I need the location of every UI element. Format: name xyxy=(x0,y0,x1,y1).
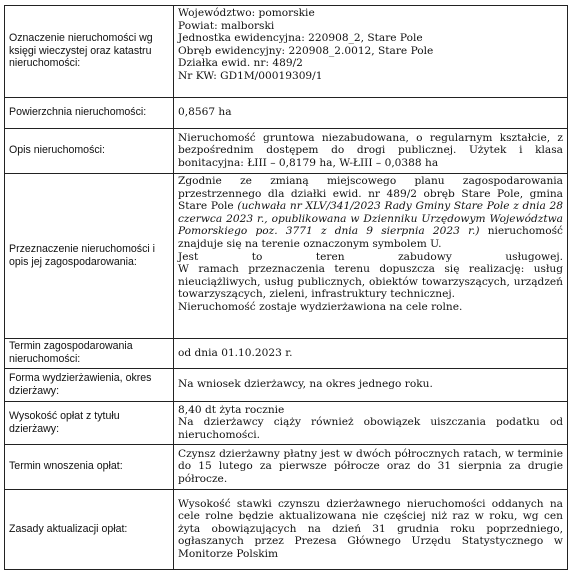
label-termin-oplat: Termin wnoszenia opłat: xyxy=(5,445,174,490)
value-termin-zagospodarowania: od dnia 01.10.2023 r. xyxy=(174,339,568,369)
row-zasady-aktualizacji xyxy=(5,490,568,570)
value-termin-oplat: Czynsz dzierżawny płatny jest w dwóch półrocznych ratach, w terminie do 15 lutego za pierwsze półrocze oraz do 31 sierpnia za drugie półrocze. xyxy=(174,445,568,490)
label-oznaczenie: Oznaczenie nieruchomości wg księgi wieczystej oraz katastru nieruchomości: xyxy=(5,6,174,98)
przeznaczenie-text-a: Zgodnie ze zmianą miejscowego planu zagospodarowania przestrzennego dla działki ewid. nr 489/2 obręb Stare Pole, gmina Stare Pole xyxy=(178,175,563,213)
uchwala-reference: (uchwała nr XLV/341/2023 Rady Gminy Stare Pole z dnia 28 czerwca 2023 r., opublikowana w Dzienniku Urzędowym Województwa Pomorskiego poz. 3771 z dnia 9 sierpnia 2023 r.) xyxy=(178,200,563,238)
label-wysokosc-oplat: Wysokość opłat z tytułu dzierżawy: xyxy=(5,402,174,445)
przeznaczenie-teren: Jest to teren zabudowy usługowej. xyxy=(178,250,563,263)
obreb-line: Obręb ewidencyjny: 220908_2.0012, Stare Pole xyxy=(178,44,434,57)
row-opis xyxy=(5,129,568,174)
row-forma xyxy=(5,369,568,402)
value-wysokosc-oplat xyxy=(174,402,568,445)
przeznaczenie-text-b: nieruchomość znajduje się na terenie oznaczonym symbolem U. xyxy=(178,225,563,250)
row-termin-zagospodarowania xyxy=(5,339,568,369)
value-przeznaczenie xyxy=(174,174,568,339)
podatek-line: Na dzierżawcy ciąży również obowiązek uiszczania podatku od nieruchomości. xyxy=(178,416,563,441)
wojewodztwo-line: Województwo: pomorskie xyxy=(178,7,315,19)
row-przeznaczenie xyxy=(5,174,568,339)
przeznaczenie-cele-rolne: Nieruchomość zostaje wydzierżawiona na cele rolne. xyxy=(178,300,463,313)
row-termin-oplat xyxy=(5,445,568,490)
value-opis: Nieruchomość gruntowa niezabudowana, o regularnym kształcie, z bezpośrednim dostępem do drogi publicznej. Użytek i klasa bonitacyjna: ŁIII – 0,8179 ha, W-ŁIII – 0,0388 ha xyxy=(174,129,568,174)
row-powierzchnia xyxy=(5,98,568,129)
kw-line: Nr KW: GD1M/00019309/1 xyxy=(178,69,323,82)
row-oznaczenie xyxy=(5,6,568,98)
dzialka-line: Działka ewid. nr: 489/2 xyxy=(178,57,303,70)
powiat-line: Powiat: malborski xyxy=(178,19,275,32)
przeznaczenie-dopuszcza: W ramach przeznaczenia terenu dopuszcza się realizację: usług nieuciążliwych, usług publicznych, obiektów towarzyszących, urządzeń towarzyszących, zieleni, infrastruktury technicznej. xyxy=(178,263,563,301)
label-forma: Forma wydzierżawienia, okres dzierżawy: xyxy=(5,369,174,402)
label-zasady-aktualizacji: Zasady aktualizacji opłat: xyxy=(5,490,174,570)
label-powierzchnia: Powierzchnia nieruchomości: xyxy=(5,98,174,129)
jednostka-line: Jednostka ewidencyjna: 220908_2, Stare Pole xyxy=(178,32,423,45)
value-oznaczenie xyxy=(174,6,568,98)
label-przeznaczenie: Przeznaczenie nieruchomości i opis jej zagospodarowania: xyxy=(5,174,174,339)
value-powierzchnia: 0,8567 ha xyxy=(174,98,568,129)
value-forma: Na wniosek dzierżawcy, na okres jednego roku. xyxy=(174,369,568,402)
value-zasady-aktualizacji: Wysokość stawki czynszu dzierżawnego nieruchomości oddanych na cele rolne będzie aktualizowana nie częściej niż raz w roku, wg cen żyta obowiązujących na dzień 31 grudnia roku poprzedniego, ogłaszanych przez Prezesa Głównego Urzędu Statystycznego w Monitorze Polskim xyxy=(174,490,568,570)
stawka-line: 8,40 dt żyta rocznie xyxy=(178,403,285,416)
row-wysokosc-oplat xyxy=(5,402,568,445)
label-opis: Opis nieruchomości: xyxy=(5,129,174,174)
property-lease-table xyxy=(4,5,568,570)
label-termin-zagospodarowania: Termin zagospodarowania nieruchomości: xyxy=(5,339,174,369)
